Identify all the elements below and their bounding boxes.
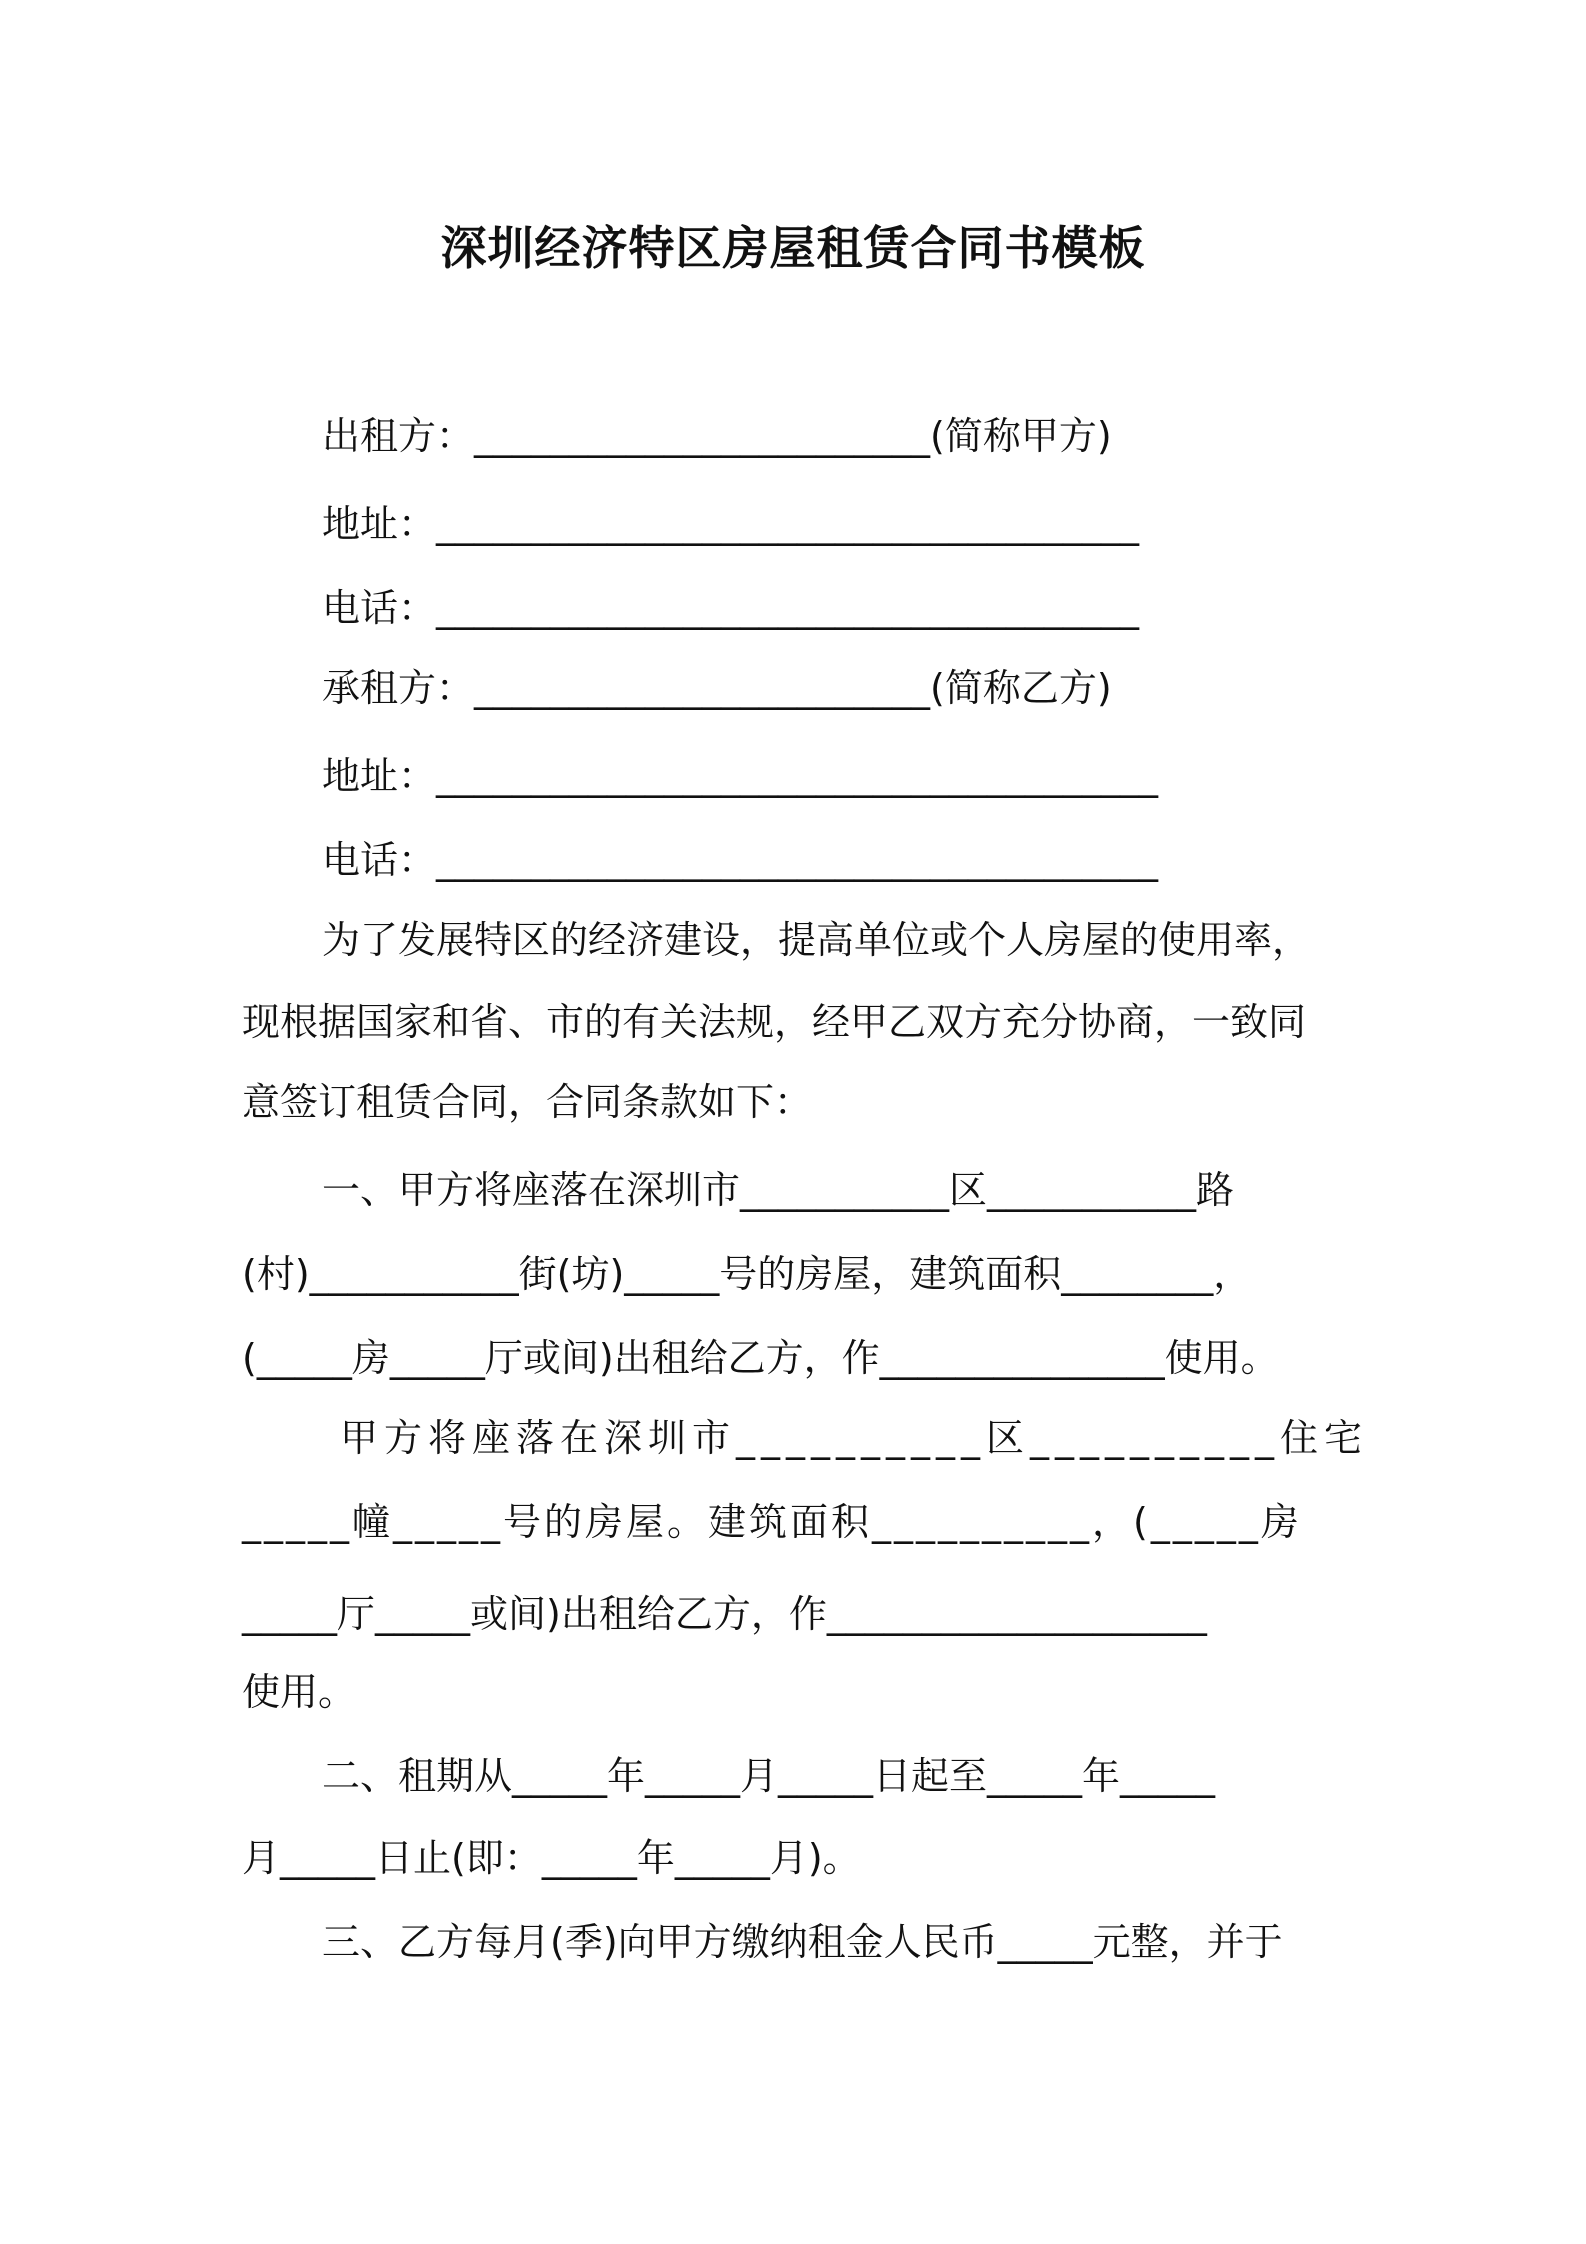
document-title: 深圳经济特区房屋租赁合同书模板 <box>440 221 1146 275</box>
preamble-line-1: 为了发展特区的经济建设，提高单位或个人房屋的使用率， <box>322 918 1311 962</box>
lessor-line: 出租方：________________________(简称甲方) <box>322 414 1112 458</box>
clause-1-line-1: 一、甲方将座落在深圳市___________区___________路 <box>322 1168 1235 1212</box>
lessor-phone-line: 电话：_____________________________________ <box>322 586 1140 630</box>
lessor-address-line: 地址：_____________________________________ <box>322 502 1140 546</box>
clause-1-line-2: (村)___________街(坊)_____号的房屋，建筑面积________， <box>242 1252 1252 1296</box>
clause-1-alt-line-3: _____厅_____或间)出租给乙方，作____________________ <box>242 1592 1207 1636</box>
clause-1-alt-line-4: 使用。 <box>242 1670 357 1714</box>
lessee-line: 承租方：________________________(简称乙方) <box>322 666 1112 710</box>
preamble-line-3: 意签订租赁合同，合同条款如下： <box>242 1080 813 1124</box>
clause-1-alt-line-1: 甲方将座落在深圳市__________区__________住宅 <box>340 1416 1369 1460</box>
preamble-line-2: 现根据国家和省、市的有关法规，经甲乙双方充分协商，一致同 <box>242 1000 1307 1044</box>
clause-3-line-1: 三、乙方每月(季)向甲方缴纳租金人民币_____元整，并于 <box>322 1920 1283 1964</box>
lessee-address-line: 地址：______________________________________ <box>322 754 1159 798</box>
clause-1-line-3: (_____房_____厅或间)出租给乙方，作_______________使用。 <box>242 1336 1279 1380</box>
clause-2-line-2: 月_____日止(即：_____年_____月)。 <box>242 1836 861 1880</box>
clause-2-line-1: 二、租期从_____年_____月_____日起至_____年_____ <box>322 1754 1216 1798</box>
clause-1-alt-line-2: _____幢_____号的房屋。建筑面积__________，(_____房 <box>242 1500 1302 1544</box>
lessee-phone-line: 电话：______________________________________ <box>322 838 1159 882</box>
